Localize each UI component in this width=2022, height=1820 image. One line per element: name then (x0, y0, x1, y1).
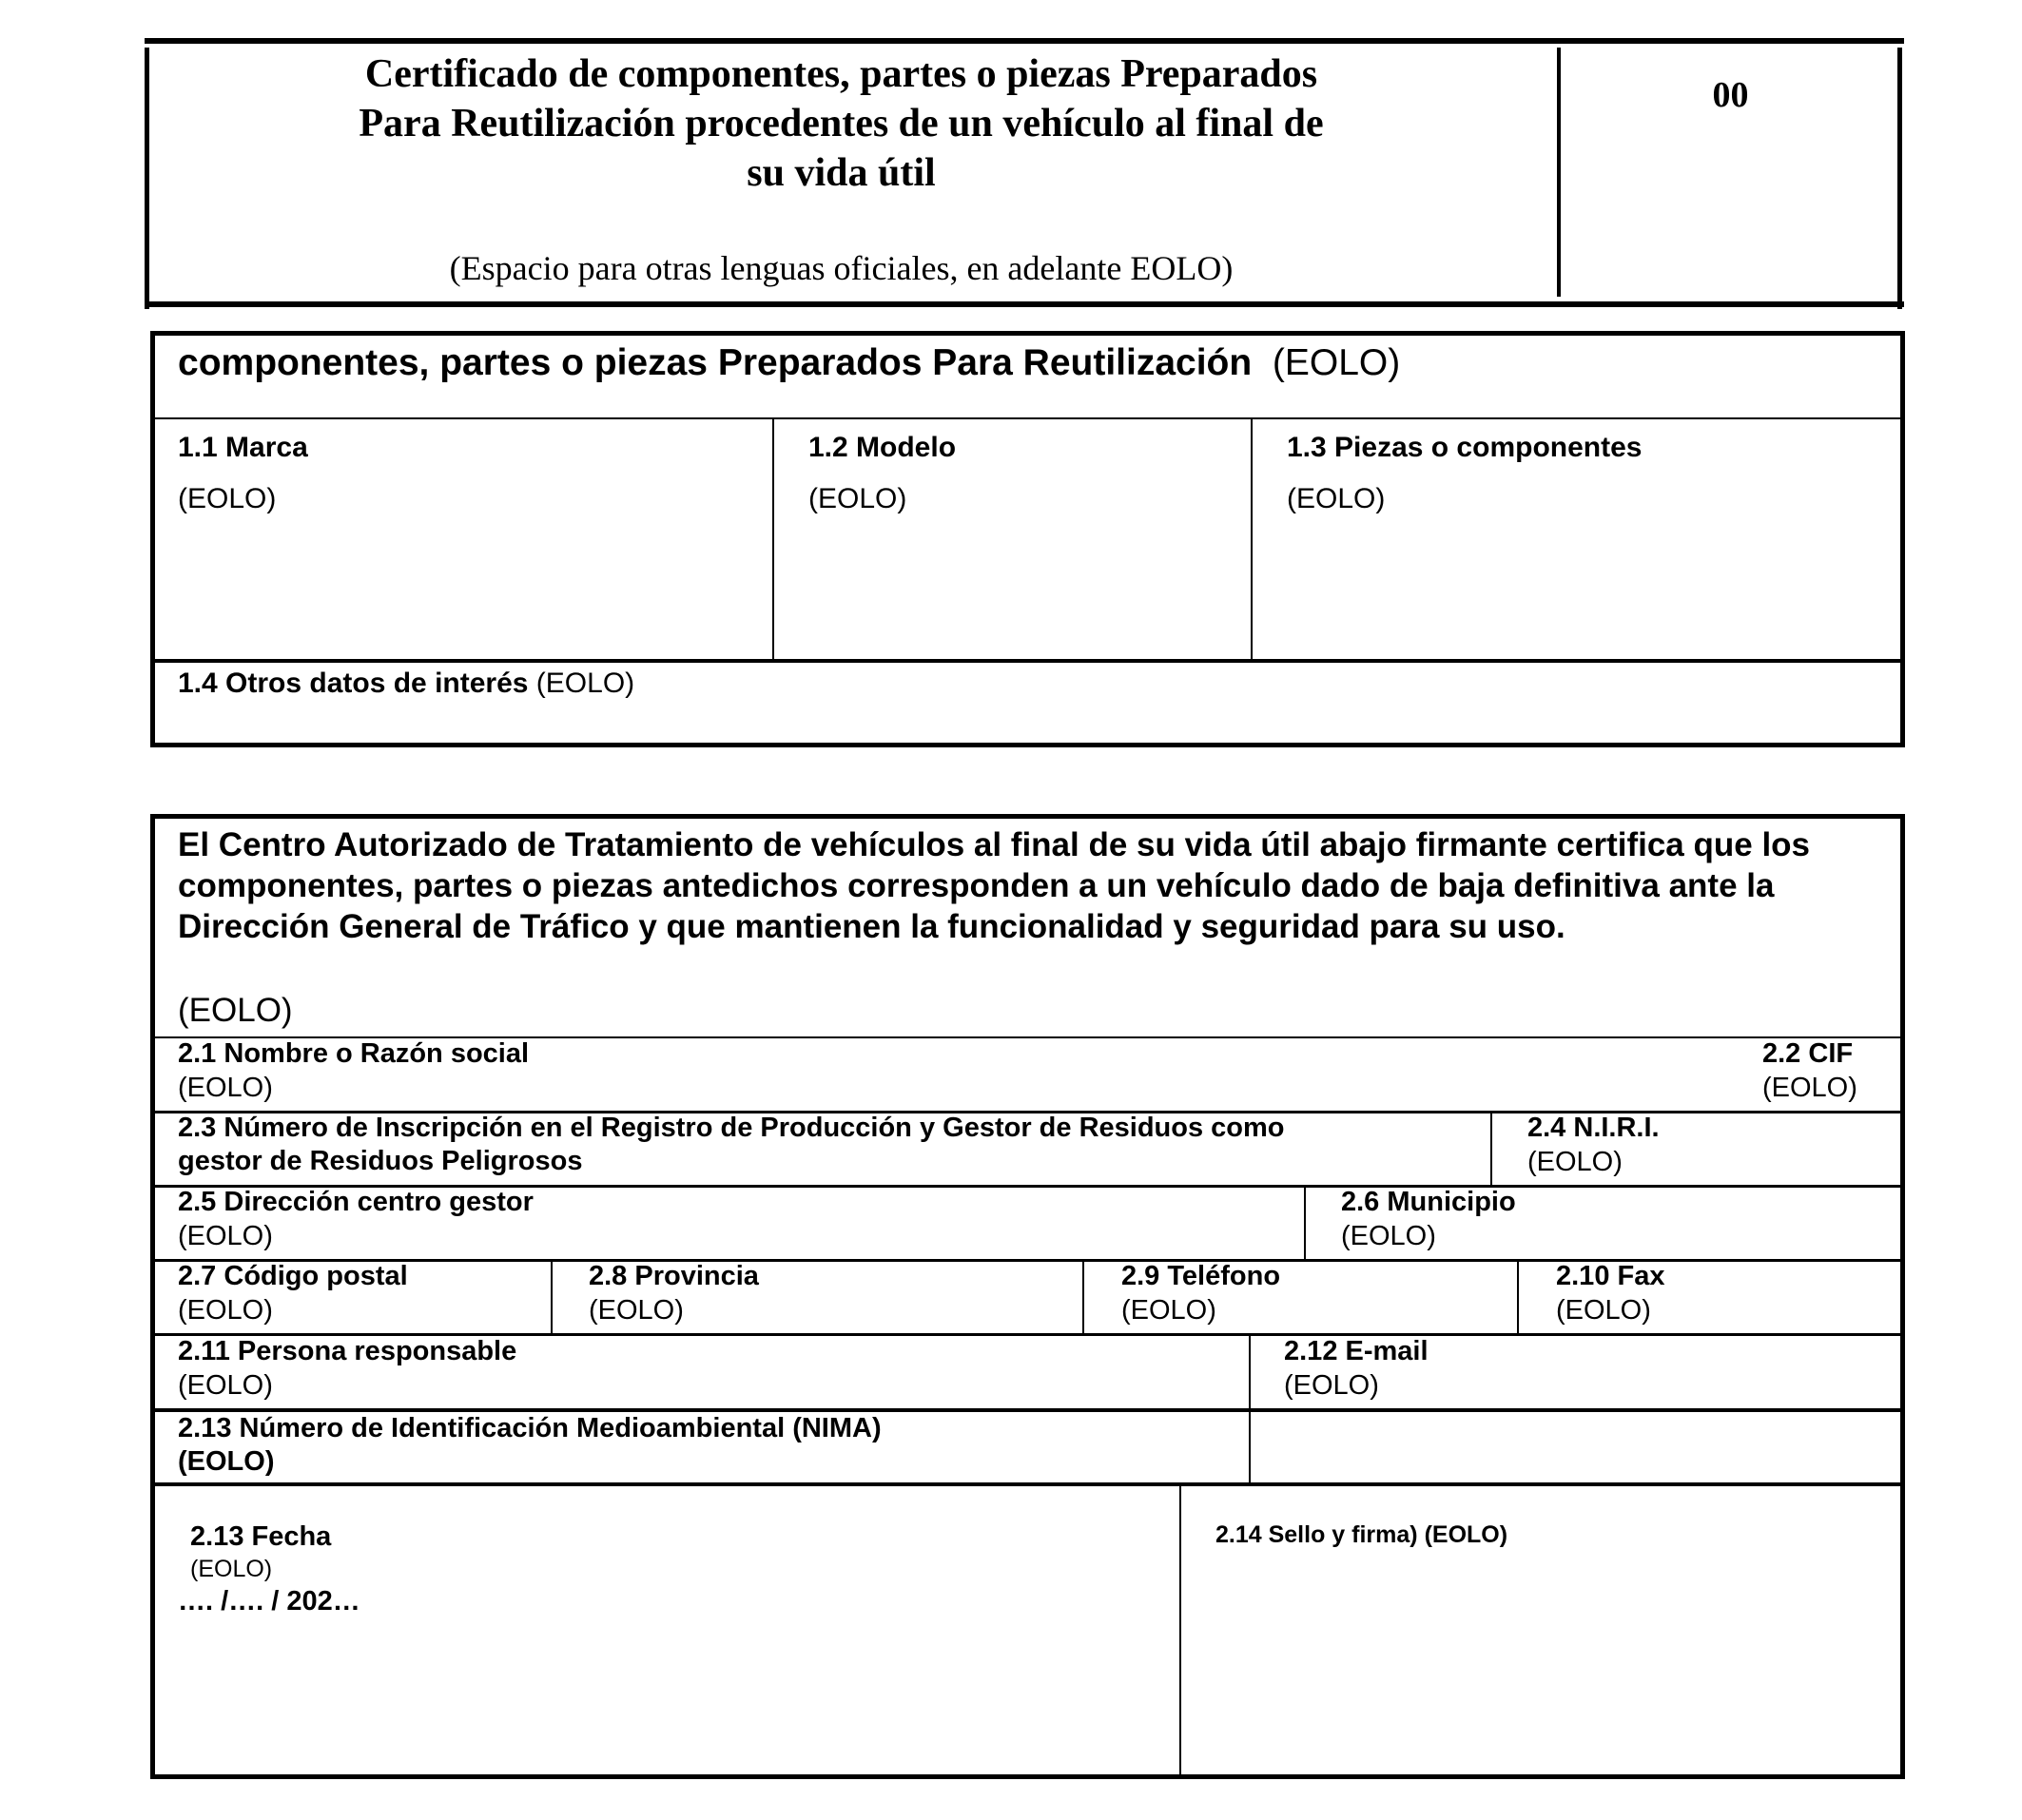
field-sello-label: 2.14 Sello y firma) (1215, 1521, 1418, 1548)
divider (155, 417, 1900, 419)
field-telefono-label: 2.9 Teléfono (1121, 1261, 1281, 1291)
field-codigo-postal-label: 2.7 Código postal (178, 1261, 408, 1291)
section-components-title (178, 341, 1400, 385)
divider (1490, 1113, 1492, 1185)
field-modelo-input[interactable]: (EOLO) (808, 483, 907, 514)
field-otros-value: (EOLO) (535, 668, 635, 699)
field-niri-input[interactable]: (EOLO) (1527, 1147, 1623, 1177)
field-responsable-input[interactable]: (EOLO) (178, 1370, 273, 1401)
field-municipio-label: 2.6 Municipio (1341, 1187, 1516, 1217)
field-piezas-input[interactable]: (EOLO) (1287, 483, 1386, 514)
field-responsable-label: 2.11 Persona responsable (178, 1336, 517, 1366)
field-municipio-input[interactable]: (EOLO) (1341, 1221, 1436, 1251)
section-components (150, 331, 1905, 747)
section-certification (150, 814, 1905, 1779)
field-direccion-input[interactable]: (EOLO) (178, 1221, 273, 1251)
field-otros[interactable] (178, 667, 634, 701)
field-piezas-label: 1.3 Piezas o componentes (1287, 432, 1643, 463)
divider (155, 659, 1900, 663)
header-left-rule (145, 48, 149, 309)
field-nima-input[interactable]: (EOLO) (178, 1446, 275, 1477)
document-code: 00 (1712, 75, 1749, 115)
field-otros-label: 1.4 Otros datos de interés (178, 668, 529, 699)
field-inscripcion-label-line2: gestor de Residuos Peligrosos (178, 1146, 583, 1176)
section-components-title-eolo: (EOLO) (1272, 342, 1401, 383)
field-nombre-input[interactable]: (EOLO) (178, 1073, 273, 1103)
field-codigo-postal-input[interactable]: (EOLO) (178, 1295, 273, 1326)
header-divider (1557, 48, 1561, 297)
divider (1249, 1336, 1251, 1482)
header-bottom-rule (145, 301, 1904, 307)
field-fax-input[interactable]: (EOLO) (1556, 1295, 1651, 1326)
divider (772, 419, 774, 659)
document-title: Certificado de componentes, partes o piezas Preparados Para Reutilización procedentes de un vehículo al final de su vida útil (359, 52, 1324, 195)
field-cif-input[interactable]: (EOLO) (1762, 1073, 1857, 1103)
section-components-title-bold: componentes, partes o piezas Preparados Para Reutilización (178, 342, 1253, 383)
divider (1179, 1486, 1181, 1774)
certification-statement-eolo: (EOLO) (178, 992, 293, 1029)
field-email-input[interactable]: (EOLO) (1284, 1370, 1379, 1401)
field-fax-label: 2.10 Fax (1556, 1261, 1665, 1291)
field-fecha-eolo: (EOLO) (190, 1556, 273, 1582)
field-sello-firma[interactable] (1215, 1520, 1507, 1549)
header-top-rule (145, 38, 1904, 44)
divider (155, 1482, 1900, 1486)
field-cif-label: 2.2 CIF (1762, 1038, 1854, 1069)
field-fecha-label: 2.13 Fecha (190, 1521, 332, 1552)
divider (551, 1262, 553, 1333)
field-modelo-label: 1.2 Modelo (808, 432, 957, 463)
field-provincia-label: 2.8 Provincia (589, 1261, 759, 1291)
certification-statement: El Centro Autorizado de Tratamiento de vehículos al final de su vida útil abajo firmante certifica que los componentes, partes o piezas antedichos corresponden a un vehículo dado de baja definitiva ante la Dirección General de Tráfico y que mantienen la funcionalidad y seguridad para su uso. (178, 826, 1811, 945)
field-nombre-label: 2.1 Nombre o Razón social (178, 1038, 530, 1069)
divider (1082, 1262, 1084, 1333)
divider (1251, 419, 1253, 659)
field-marca-label: 1.1 Marca (178, 432, 308, 463)
divider (1517, 1262, 1519, 1333)
field-nima-label: 2.13 Número de Identificación Medioambiental (NIMA) (178, 1413, 882, 1443)
field-provincia-input[interactable]: (EOLO) (589, 1295, 684, 1326)
document-subtitle: (Espacio para otras lenguas oficiales, en adelante EOLO) (449, 249, 1234, 287)
field-email-label: 2.12 E-mail (1284, 1336, 1429, 1366)
field-sello-eolo: (EOLO) (1424, 1521, 1508, 1548)
field-fecha-input[interactable]: …. /…. / 202… (178, 1586, 360, 1617)
field-direccion-label: 2.5 Dirección centro gestor (178, 1187, 534, 1217)
field-inscripcion-label-line1: 2.3 Número de Inscripción en el Registro de Producción y Gestor de Residuos como (178, 1113, 1285, 1143)
divider (1304, 1188, 1306, 1259)
field-telefono-input[interactable]: (EOLO) (1121, 1295, 1216, 1326)
document-header (145, 38, 1904, 309)
field-marca-input[interactable]: (EOLO) (178, 483, 277, 514)
field-niri-label: 2.4 N.I.R.I. (1527, 1113, 1660, 1143)
